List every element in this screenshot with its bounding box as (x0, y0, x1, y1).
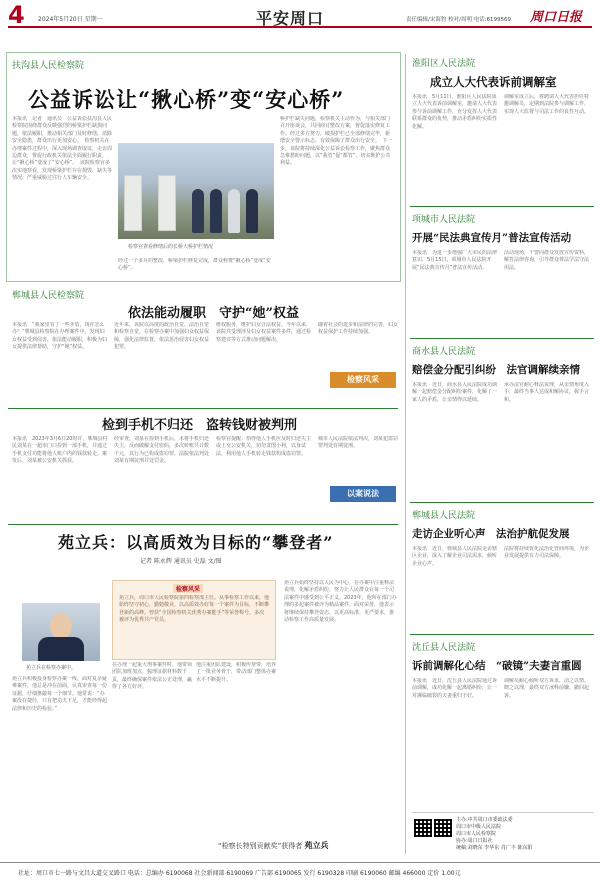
divider (8, 408, 398, 409)
article-body: 他注重团队建设，积极传帮带，培养了一批业务骨干，带动部门整体办案水平不断提升。 (196, 662, 276, 683)
award-name: 苑立兵 (304, 841, 329, 850)
article-body: 本报讯 5月11日，淮阳区人民法院成立人大代表诉前调解室，邀请人大代表参与诉前调解工作，充分发挥人大代表联系群众的优势，推动矛盾纠纷实质性化解。 (412, 94, 498, 130)
divider (410, 634, 594, 635)
article-body: 经审查，刘某在捡到手机后，未将手机归还失主，反而破解支付密码，多次转账共计数千元，其行为已构成盗窃罪。法院依法判处刘某有期徒刑并处罚金。 (114, 436, 210, 465)
article-body: 本报讯 记者 通讯员 公益诉讼扶沟县人民检察院围绕群众反映强烈的桥梁护栏缺损问题，依法履职，推动相关部门及时修缮，消除安全隐患，群众出行更加安心。 检察机关在办理案件过程中，深入现场调查取证，走访周边群众，督促行政机关依法全面履行职责，让“揪心桥”变成了“安心桥”。 该院检察官多次实地察看，发现桥梁护栏存在损毁、缺失等情况，严重威胁过往行人车辆安全。 (12, 116, 112, 182)
article-body: 城市人民法院依法判决，刘某犯盗窃罪判处有期徒刑。 (318, 436, 398, 450)
article-body: 在办理一起重大刑事案件时，他带领团队加班加点，梳理证据材料数千页，最终确保案件依法公正处理，赢得了各方好评。 (112, 662, 192, 691)
column-divider (405, 54, 406, 854)
photo-caption: 检察官查看修缮后的长桥大桥护栏情况 (128, 244, 214, 250)
article-body: 法院将持续优化法治化营商环境，为企业发展提供有力司法保障。 (504, 546, 590, 560)
divider (410, 502, 594, 503)
article-body: 桥护栏缺失问题，检察机关主动作为，与相关部门召开座谈会，共同商讨整改方案，督促落实修复工作。经过多方努力，破损护栏已全部修缮完毕，新增安全警示标志，有效保障了群众出行安全。 下一步，该院将持续深化公益诉讼检察工作，聚焦群众急难愁盼问题，以“我管”促“都管”，切实维护公共利益。 (280, 116, 393, 167)
section-tag: 郸城县人民检察院 (12, 291, 85, 301)
article-body: 维权服务，维护妇女合法权益。今年以来，该院共受理涉及妇女权益案件多件，通过检察建议等方式推动问题解决。 (216, 322, 312, 343)
article-body: 苑立兵始终坚持以人民为中心，在办案中注重释法说理，化解矛盾纠纷，努力让人民群众在每一个司法案件中感受到公平正义。2023年，他所在部门办理的多起案件被评为精品案件。面对荣誉，他表示将继续保持攀登姿态，以更高标准、更严要求，推动检察工作高质量发展。 (284, 580, 397, 624)
article-body: 本报讯 2023年3月6日20时许，郸城县村民刘某在一超市门口捡到一部手机，并通过手机支付功能将他人账户内的钱款转走。案发后，刘某被公安机关抓获。 (12, 436, 108, 465)
award-line (218, 840, 329, 851)
article-title: 诉前调解化心结 “破镜”夫妻言重圆 (412, 660, 582, 672)
publisher-box (412, 812, 594, 857)
section-title: 平安周口 (256, 9, 325, 28)
page-number: 4 (8, 1, 25, 29)
byline: 记者 陈永辉 通讯员 史磊 文/图 (140, 558, 222, 565)
photo-caption: 苑立兵在检察办案中。 (26, 665, 77, 671)
article-body: 经过一个多月的整改，桥梁护栏修复完成，群众称赞“揪心桥”变成“安心桥”。 (118, 258, 271, 272)
article-title: 公益诉讼让“揪心桥”变“安心桥” (28, 87, 345, 112)
article-title: 依法能动履职 守护“她”权益 (128, 306, 299, 321)
portrait-photo (22, 603, 100, 661)
section-tag: 淮阳区人民法院 (412, 59, 476, 69)
section-tag: 项城市人民法院 (412, 215, 476, 225)
footer-text: 社址：周口市七一路与文昌大道交叉路口 电话：总编办 6190068 社会新闻部 6190069 广告部 6190065 发行 6190328 印刷 6190060 邮编 466000 定价 1.00元 (18, 870, 461, 877)
article-title: 苑立兵：以高质效为目标的“攀登者” (58, 533, 334, 552)
article-body: 本报讯 “我家里有了一些矛盾，现在怎么办？”郸城县检察院在办理案件中，发现妇女权益受到侵害，依法能动履职，积极为妇女提供法律帮助，守护“她”权益。 (12, 322, 108, 351)
page-header (8, 1, 592, 29)
article-body: 本报讯 近日，商水县人民法院成功调解一起赔偿金分配纠纷案件，化解了一家人的矛盾，让亲情得以延续。 (412, 382, 498, 403)
bridge-photo (118, 143, 274, 239)
divider (410, 206, 594, 207)
article-body: 承办法官耐心释法说理，从亲情角度入手，最终当事人达成和解协议，握手言和。 (504, 382, 590, 403)
editor-info: 责任编辑/宋海豹 校对/周明 电话:6199569 (406, 17, 512, 23)
qr-code (414, 819, 432, 837)
article-body: 苑立兵积极投身检察办案一线，面对复杂疑难案件，他总是冲在前面，认真审查每一份证据，仔细推敲每一个细节。他常说：“办案没有捷径，只有把功夫下足，才能经得起法律和历史的检验。” (12, 676, 108, 712)
article-title: 成立人大代表诉前调解室 (430, 75, 557, 89)
article-body: 本报讯 近日，沈丘县人民法院通过诉前调解，成功化解一起离婚纠纷，让一对濒临破裂的夫妻重归于好。 (412, 678, 498, 699)
article-title: 赔偿金分配引纠纷 法官调解续亲情 (412, 364, 580, 376)
article-title: 检到手机不归还 盗转钱财被判刑 (102, 418, 298, 433)
publisher-info: 主办:中共周口市委政法委 周口市中级人民法院 周口市人民检察院 协办:周口日报社 统稿:刘晓东 李华东 肖广丰 陈东阳 (456, 817, 533, 851)
article-title: 走访企业听心声 法治护航促发展 (412, 528, 570, 540)
badge: 检察风采 (330, 372, 396, 388)
quote-text: 苑立兵，周口市人民检察院第四检察部主任。从事检察工作以来，他始终坚守初心，勤勉敬业，以高质效办好每一个案件为目标，不断攀登新的高峰。曾获“全国检察机关优秀办案能手”等荣誉称号，多次被评为优秀共产党员。 (119, 595, 269, 624)
article-body: 随着社会的进步和法律的完善，妇女权益保护工作持续加强。 (318, 322, 398, 336)
article-body: 本报讯 为进一步增强广大市民的法律意识，5月15日，项城市人民法院开展“民法典宣传月”普法宣传活动。 (412, 250, 498, 271)
badge: 以案说法 (330, 486, 396, 502)
section-tag: 商水县人民法院 (412, 347, 476, 357)
quote-title: 检察风采 (173, 584, 203, 593)
article-body: 调解室成立后，将聘请人大代表担任特邀调解员，定期到法院参与调解工作，实现人大监督与司法工作的良性互动。 (504, 94, 590, 115)
page-footer (0, 862, 600, 883)
qr-code (434, 819, 452, 837)
article-body: 本报讯 近日，郸城县人民法院走访辖区企业，深入了解企业司法需求，倾听企业心声。 (412, 546, 498, 567)
divider (410, 338, 594, 339)
masthead-logo: 周口日报 (530, 10, 583, 25)
section-tag: 扶沟县人民检察院 (12, 61, 85, 71)
article-body: 检察官提醒：拾得他人手机应及时归还失主或上交公安机关，切勿贪图小利，以身试法。利用他人手机转走钱款构成盗窃罪。 (216, 436, 312, 457)
article-body: 近年来，该院以高度的政治自觉、法治自觉和检察自觉，在检察办案中加强妇女权益保障，强化法律监督，依法惩治侵害妇女权益犯罪。 (114, 322, 210, 351)
divider (8, 524, 398, 525)
section-tag: 郸城县人民法院 (412, 511, 476, 521)
section-tag: 沈丘县人民法院 (412, 643, 476, 653)
article-body: 活动现场，干警向群众发放宣传资料，解答法律咨询，引导群众尊法学法守法用法。 (504, 250, 590, 271)
quote-box (112, 580, 276, 660)
article-title: 开展“民法典宣传月”普法宣传活动 (412, 232, 572, 244)
award-prefix: “检察长特别贡献奖”获得者 (218, 842, 303, 850)
issue-date: 2024年5月20日 星期一 (38, 16, 103, 23)
article-body: 调解员耐心倾听双方诉求，动之以情、晓之以理，最终双方冰释前嫌，撤回起诉。 (504, 678, 590, 699)
